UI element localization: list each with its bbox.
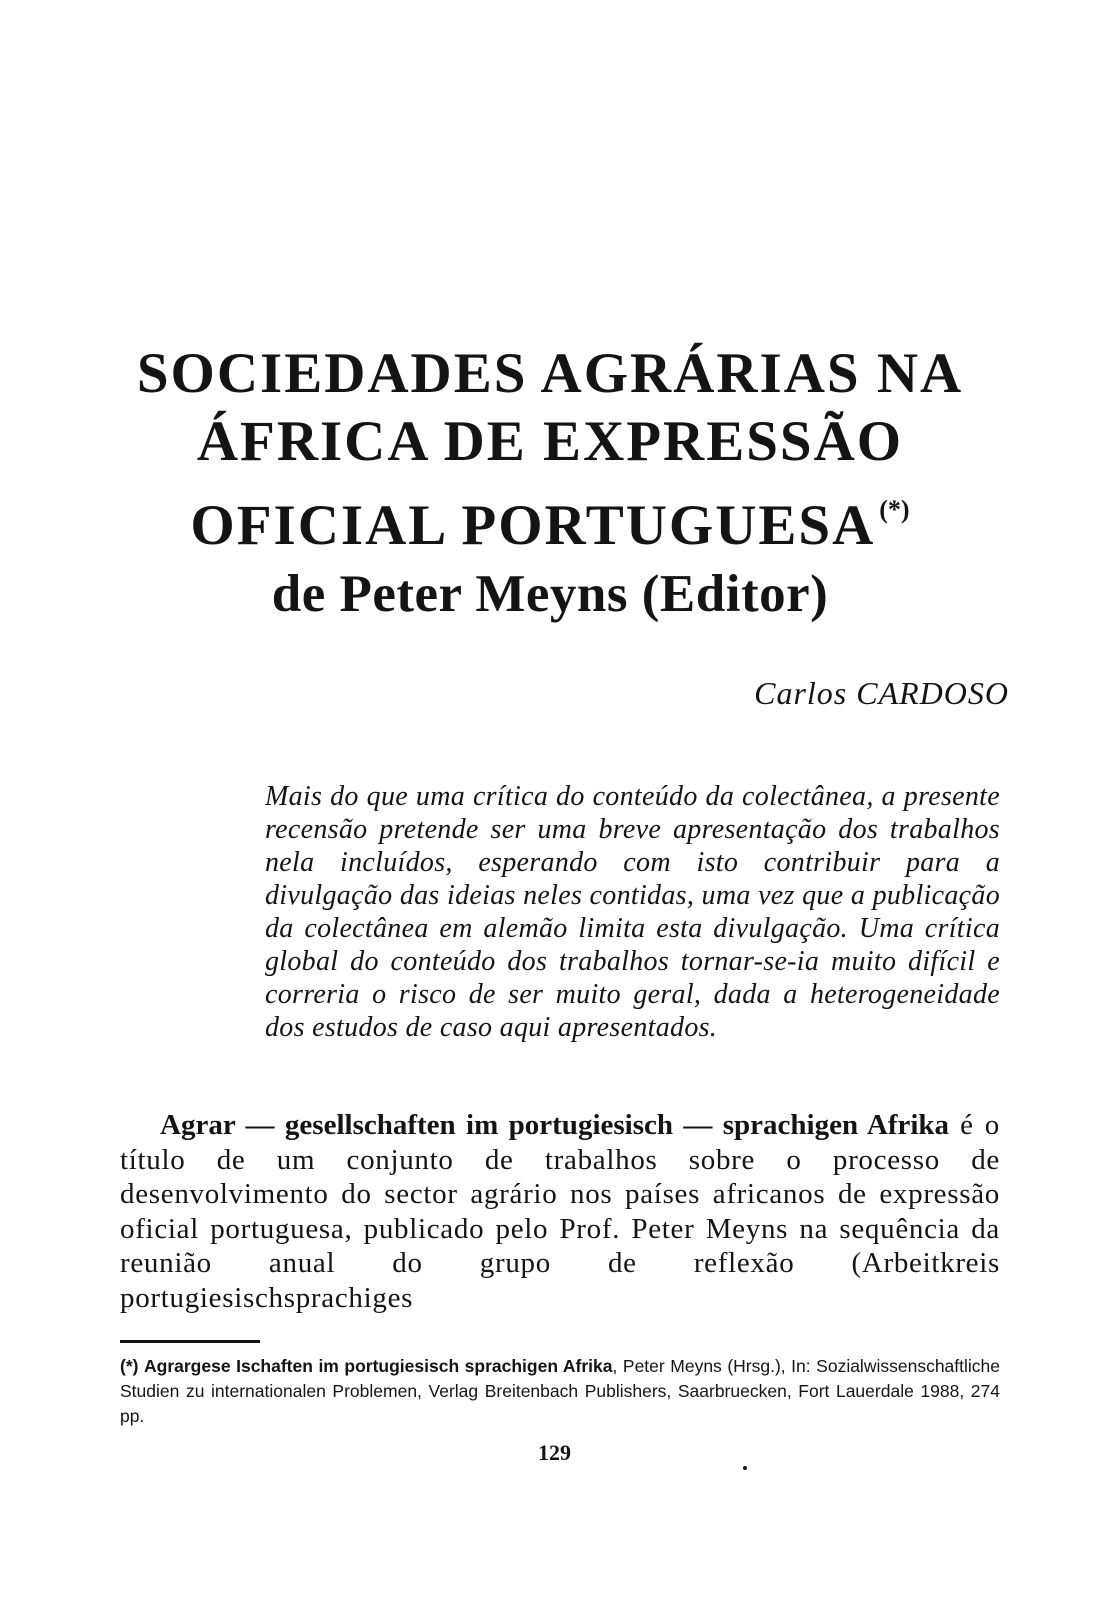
footnote-book-title: Agrargese Ischaften im portugiesisch sprachigen Afrika (144, 1356, 613, 1376)
title-line-2: ÁFRICA DE EXPRESSÃO (196, 410, 904, 473)
title-line-1: SOCIEDADES AGRÁRIAS NA (136, 342, 964, 405)
print-speck (743, 1466, 747, 1470)
title-footnote-mark: (*) (879, 495, 910, 524)
footnote (120, 1354, 1000, 1429)
page-number: 129 (538, 1440, 571, 1465)
footnote-divider (120, 1340, 260, 1343)
title-line-3-text: OFICIAL PORTUGUESA (190, 494, 876, 557)
author-name: Carlos CARDOSO (754, 675, 1009, 711)
body-book-title: Agrar — gesellschaften im portugiesisch — sprachigen Afrika (160, 1109, 950, 1141)
abstract: Mais do que uma crítica do conteúdo da colectânea, a presente recensão pretende ser uma breve apresentação dos trabalhos nela incluídos, esperando com isto contribuir para a divulgação das ideias neles contidas, uma vez que a publicação da colectânea em alemão limita esta divulgação. Uma crítica global do conteúdo dos trabalhos tornar-se-ia muito difícil e correria o risco de ser muito geral, dada a heterogeneidade dos estudos de caso aqui apresentados. (265, 781, 1000, 1043)
footnote-text: , Peter Meyns (Hrsg.), In: Sozialwissenschaftliche Studien zu internationalen Problemen, Verlag Breitenbach Publishers, Saarbruecken, Fort Lauerdale 1988, 274 pp. (120, 1356, 1000, 1426)
body-paragraph-text: é o título de um conjunto de trabalhos sobre o processo de desenvolvimento do sector agrário nos países africanos de expressão oficial portuguesa, publicado pelo Prof. Peter Meyns na sequência da reunião anual do grupo de reflexão (Arbeitkreis portugiesischsprachiges (120, 1109, 1001, 1314)
body-text (120, 1108, 1000, 1315)
article-title (90, 340, 1010, 628)
title-line-3 (90, 476, 1010, 560)
title-subtitle: de Peter Meyns (Editor) (271, 565, 829, 623)
body-paragraph (120, 1108, 1000, 1315)
footnote-mark: (*) (120, 1356, 139, 1376)
